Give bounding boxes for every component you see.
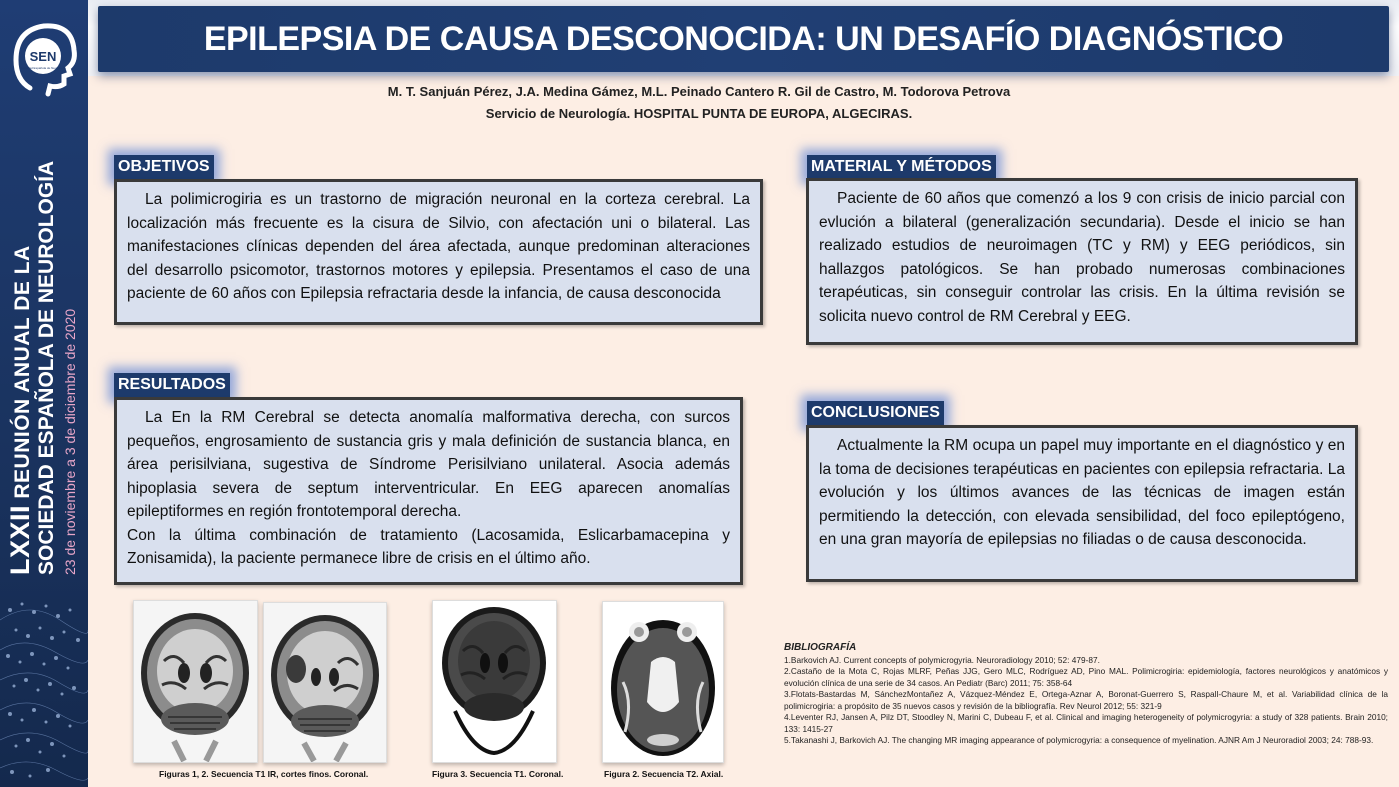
- conclusiones-label: CONCLUSIONES: [807, 401, 944, 425]
- sen-logo-text: SEN: [29, 49, 57, 64]
- bibliography-item: 2.Castaño de la Mota C, Rojas MLRF, Peñas JJG, Gero MLC, Rodríguez AD, Pino MAL. Polimicrogiria: epidemiología, factores neurológicos y anatómicos y evolución clínica de una serie de 34 casos. An Pediatr (Barc) 2011; 75: 358-64: [784, 666, 1388, 688]
- bibliography: [784, 642, 1388, 747]
- event-dates: 23 de noviembre a 3 de diciembre de 2020: [62, 308, 78, 575]
- bibliography-item: 4.Leventer RJ, Jansen A, Pilz DT, Stoodley N, Marini C, Dubeau F, et al. Clinical and imaging heterogeneity of polymicrogyria: a study of 328 patients. Brain 2010; 133: 1415-27: [784, 712, 1388, 734]
- figure-caption-2: Figura 3. Secuencia T1. Coronal.: [432, 769, 564, 779]
- affiliation: Servicio de Neurología. HOSPITAL PUNTA DE EUROPA, ALGECIRAS.: [485, 106, 913, 121]
- sen-logo-subtext: Sociedad Española de Neurología: [20, 66, 66, 70]
- resultados-label: RESULTADOS: [114, 373, 230, 397]
- event-line1: REUNIÓN ANUAL DE LA: [11, 245, 34, 499]
- title-bar: [98, 6, 1389, 72]
- event-line2: SOCIEDAD ESPAÑOLA DE NEUROLOGÍA: [35, 160, 58, 575]
- sidebar: [0, 0, 88, 787]
- resultados-text-1: La En la RM Cerebral se detecta anomalía malformativa derecha, con surcos pequeños, engrosamiento de sustancia gris y mala definición de sustancia blanca, en área perisilviana, sugestiva de Síndrome Perisilviano unilateral. Asocia además hipoplasia severa de septum interventricular. En EEG aparecen anomalías epileptiformes en región frontotemporal derecha.: [127, 409, 730, 520]
- mri-figure-1: [133, 600, 258, 763]
- event-banner: [5, 160, 81, 575]
- page-title: EPILEPSIA DE CAUSA DESCONOCIDA: UN DESAFÍO DIAGNÓSTICO: [203, 20, 1284, 58]
- bibliography-title: BIBLIOGRAFÍA: [784, 642, 857, 653]
- sen-logo: [10, 18, 80, 98]
- material-label: MATERIAL Y MÉTODOS: [807, 155, 996, 179]
- mri-figure-4: [602, 601, 724, 763]
- bibliography-item: 3.Flotats-Bastardas M, SánchezMontañez A, Vázquez-Méndez E, Ortega-Aznar A, Boronat-Guerrero S, Raspall-Chaure M, et al. Variabilidad clínica de la polimicrogiria: a propósito de 35 nuevos casos y revisión de la bibliografía. Rev Neurol 2012; 55: 321-9: [784, 689, 1388, 711]
- material-box: [806, 178, 1358, 345]
- bibliography-item: 1.Barkovich AJ. Current concepts of polymicrogyria. Neuroradiology 2010; 52: 479-87.: [784, 654, 1100, 665]
- resultados-box: [114, 397, 743, 585]
- conclusiones-box: [806, 425, 1358, 582]
- brain-art-decoration: [0, 590, 88, 787]
- header: [88, 0, 1399, 76]
- mri-figure-2: [263, 602, 387, 763]
- objetivos-box: [114, 179, 763, 325]
- objetivos-text: La polimicrogiria es un trastorno de migración neuronal en la corteza cerebral. La localización más frecuente es la cisura de Silvio, con afectación uni o bilateral. Las manifestaciones clínicas dependen del área afectada, aunque predominan alteraciones del desarrollo psicomotor, trastornos motores y epilepsia. Presentamos el caso de una paciente de 60 años con Epilepsia refractaria desde la infancia, de causa desconocida: [127, 191, 750, 302]
- authors: M. T. Sanjuán Pérez, J.A. Medina Gámez, M.L. Peinado Cantero R. Gil de Castro, M. Todorova Petrova: [387, 84, 1011, 99]
- figure-caption-3: Figura 2. Secuencia T2. Axial.: [604, 769, 724, 779]
- bibliography-item: 5.Takanashi J, Barkovich AJ. The changing MR imaging appearance of polymicrogyria: a consequence of myelination. AJNR Am J Neuroradiol 2003; 24: 788-93.: [784, 735, 1374, 745]
- objetivos-label: OBJETIVOS: [114, 155, 214, 179]
- event-number: LXXII: [5, 504, 35, 575]
- figure-caption-1: Figuras 1, 2. Secuencia T1 IR, cortes finos. Coronal.: [159, 769, 369, 779]
- material-text: Paciente de 60 años que comenzó a los 9 con crisis de inicio parcial con evlución a bilateral (generalización secundaria). Desde el inicio se han realizado estudios de neuroimagen (TC y RM) y EEG periódicos, sin hallazgos patológicos. Se han probado numerosas combinaciones terapéuticas, sin conseguir controlar las crisis. En la última revisión se solicita nuevo control de RM Cerebral y EEG.: [819, 190, 1345, 325]
- mri-figure-3: [432, 600, 557, 763]
- conclusiones-text: Actualmente la RM ocupa un papel muy importante en el diagnóstico y en la toma de decisiones terapéuticas en pacientes con epilepsia refractaria. La evolución y los últimos avances de las técnicas de imagen están permitiendo la detección, con elevada sensibilidad, del foco epileptógeno, en una gran mayoría de epilepsias no filiadas o de causa desconocida.: [819, 437, 1345, 548]
- resultados-text-2: Con la última combinación de tratamiento (Lacosamida, Eslicarbamacepina y Zonisamida), la paciente permanece libre de crisis en el último año.: [127, 526, 730, 567]
